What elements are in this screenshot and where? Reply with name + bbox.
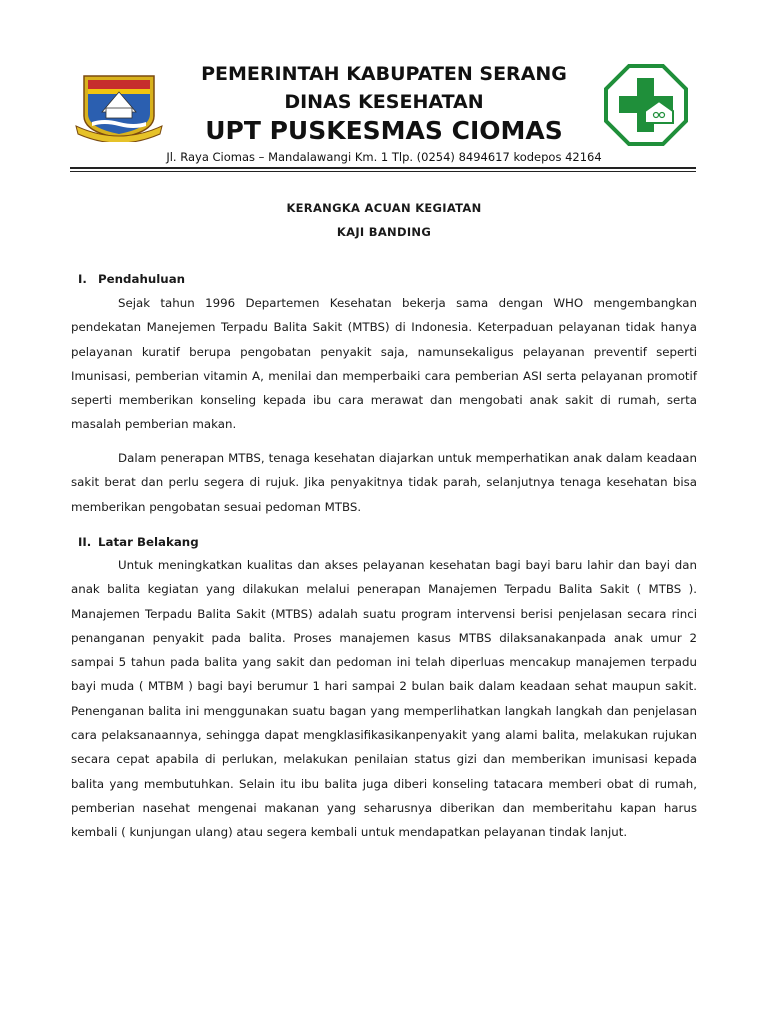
section-heading-pendahuluan (78, 272, 185, 286)
paragraph-latar-belakang-1: Untuk meningkatkan kualitas dan akses pelayanan kesehatan bagi bayi baru lahir dan bayi dan anak balita kegiatan yang dilakukan melalui penerapan Manajemen Terpadu Balita Sakit ( MTBS ). Manajemen Terpadu Balita Sakit (MTBS) adalah suatu program intervensi berisi penjelasan secara rinci penanganan penyakit pada balita. Proses manajemen kasus MTBS dilaksanakanpada anak umur 2 sampai 5 tahun pada balita yang sakit dan pedoman ini telah diperluas mencakup manajemen terpadu bayi muda ( MTBM ) bagi bayi berumur 1 hari sampai 2 bulan baik dalam keadaan sehat maupun sakit. Penenganan balita ini menggunakan suatu bagan yang memperlihatkan langkah langkah dan penjelasan cara pelaksanaannya, sehingga dapat mengklasifikasikanpenyakit yang alami balita, melakukan rujukan secara cepat apabila di perlukan, melakukan penilaian status gizi dan memberikan imunisasi kepada balita yang membutuhkan. Selain itu ibu balita juga diberi konseling tatacara memberi obat di rumah, pemberian nasehat mengenai makanan yang seharusnya diberikan dan memberitahu kapan harus kembali ( kunjungan ulang) atau segera kembali untuk mendapatkan pelayanan tindak lanjut. (71, 558, 697, 840)
section-number: I. (78, 272, 87, 286)
puskesmas-logo-icon (603, 63, 689, 147)
section-title: Pendahuluan (98, 272, 186, 286)
document-title: KERANGKA ACUAN KEGIATAN (286, 201, 482, 215)
document-subtitle: KAJI BANDING (336, 225, 432, 239)
header-government-name: PEMERINTAH KABUPATEN SERANG (201, 63, 567, 85)
header-address: Jl. Raya Ciomas – Mandalawangi Km. 1 Tlp. (0254) 8494617 kodepos 42164 (166, 150, 602, 164)
header-puskesmas-name: UPT PUSKESMAS CIOMAS (205, 116, 563, 145)
letterhead (0, 0, 768, 175)
paragraph-pendahuluan-2: Dalam penerapan MTBS, tenaga kesehatan diajarkan untuk memperhatikan anak dalam keadaan sakit berat dan perlu segera di rujuk. Jika penyakitnya tidak parah, selanjutnya tenaga kesehatan bisa memberikan pengobatan sesuai pedoman MTBS. (71, 451, 697, 514)
paragraph-pendahuluan-1: Sejak tahun 1996 Departemen Kesehatan bekerja sama dengan WHO mengembangkan pendekatan Manejemen Terpadu Balita Sakit (MTBS) di Indonesia. Keterpaduan pelayanan tidak hanya pelayanan kuratif berupa pengobatan penyakit saja, namunsekaligus pelayanan preventif seperti Imunisasi, pemberian vitamin A, menilai dan memperbaiki cara pemberian ASI serta pelayanan promotif seperti memberikan konseling kepada ibu cara merawat dan mengobati anak sakit di rumah, serta masalah pemberian makan. (71, 296, 697, 432)
section-number: II. (78, 535, 92, 549)
section-heading-latar-belakang (78, 535, 199, 549)
header-department-name: DINAS KESEHATAN (284, 91, 484, 113)
header-divider-thin (70, 171, 696, 172)
section-title: Latar Belakang (98, 535, 199, 549)
header-divider-thick (70, 167, 696, 169)
